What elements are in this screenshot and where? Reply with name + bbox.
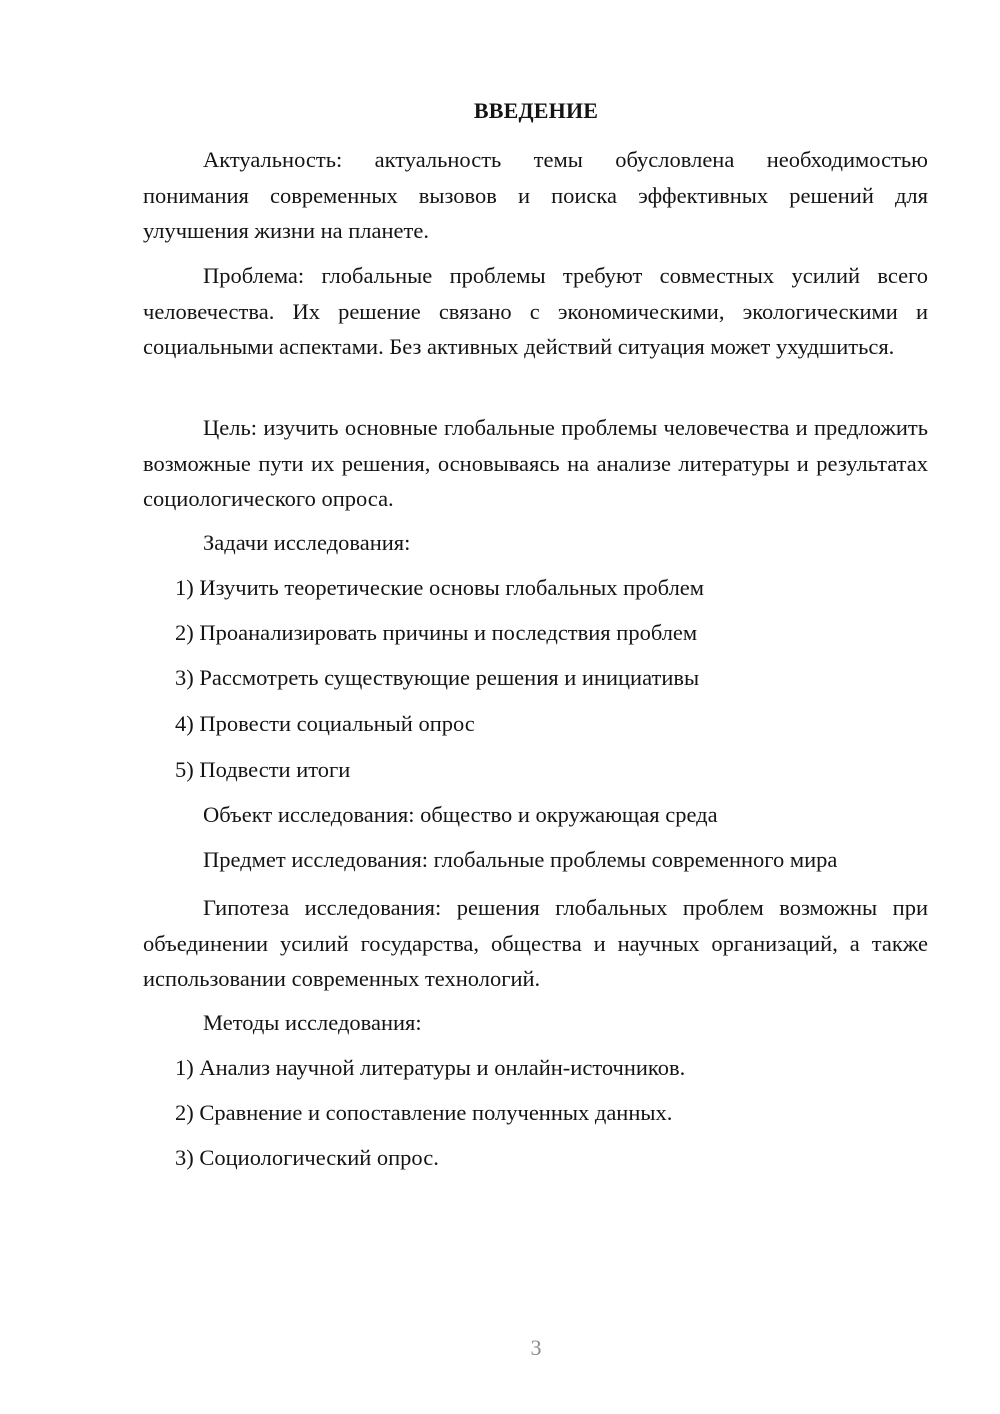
research-object: Объект исследования: общество и окружающая среда	[203, 802, 718, 827]
task-item-5: 5) Подвести итоги	[175, 757, 351, 782]
research-subject: Предмет исследования: глобальные проблемы современного мира	[203, 847, 838, 872]
page-title: ВВЕДЕНИЕ	[473, 98, 599, 123]
method-item-1: 1) Анализ научной литературы и онлайн-источников.	[175, 1055, 686, 1080]
page-number: 3	[530, 1335, 542, 1360]
paragraph-goal: Цель: изучить основные глобальные проблемы человечества и предложить возможные пути их решения, основываясь на анализе литературы и результатах социологического опроса.	[143, 415, 928, 511]
task-item-1: 1) Изучить теоретические основы глобальных проблем	[175, 575, 705, 600]
task-item-2: 2) Проанализировать причины и последствия проблем	[175, 620, 698, 645]
method-item-3: 3) Социологический опрос.	[175, 1145, 439, 1170]
method-item-2: 2) Сравнение и сопоставление полученных данных.	[175, 1100, 673, 1125]
paragraph-relevance: Актуальность: актуальность темы обусловлена необходимостью понимания современных вызовов и поиска эффективных решений для улучшения жизни на планете.	[143, 147, 928, 243]
tasks-heading: Задачи исследования:	[203, 530, 411, 555]
paragraph-hypothesis: Гипотеза исследования: решения глобальных проблем возможны при объединении усилий государства, общества и научных организаций, а также использовании современных технологий.	[143, 895, 928, 991]
paragraph-problem: Проблема: глобальные проблемы требуют совместных усилий всего человечества. Их решение связано с экономическими, экологическими и социальными аспектами. Без активных действий ситуация может ухудшиться.	[143, 263, 928, 359]
task-item-3: 3) Рассмотреть существующие решения и инициативы	[175, 665, 700, 690]
methods-heading: Методы исследования:	[203, 1010, 422, 1035]
task-item-4: 4) Провести социальный опрос	[175, 711, 475, 736]
